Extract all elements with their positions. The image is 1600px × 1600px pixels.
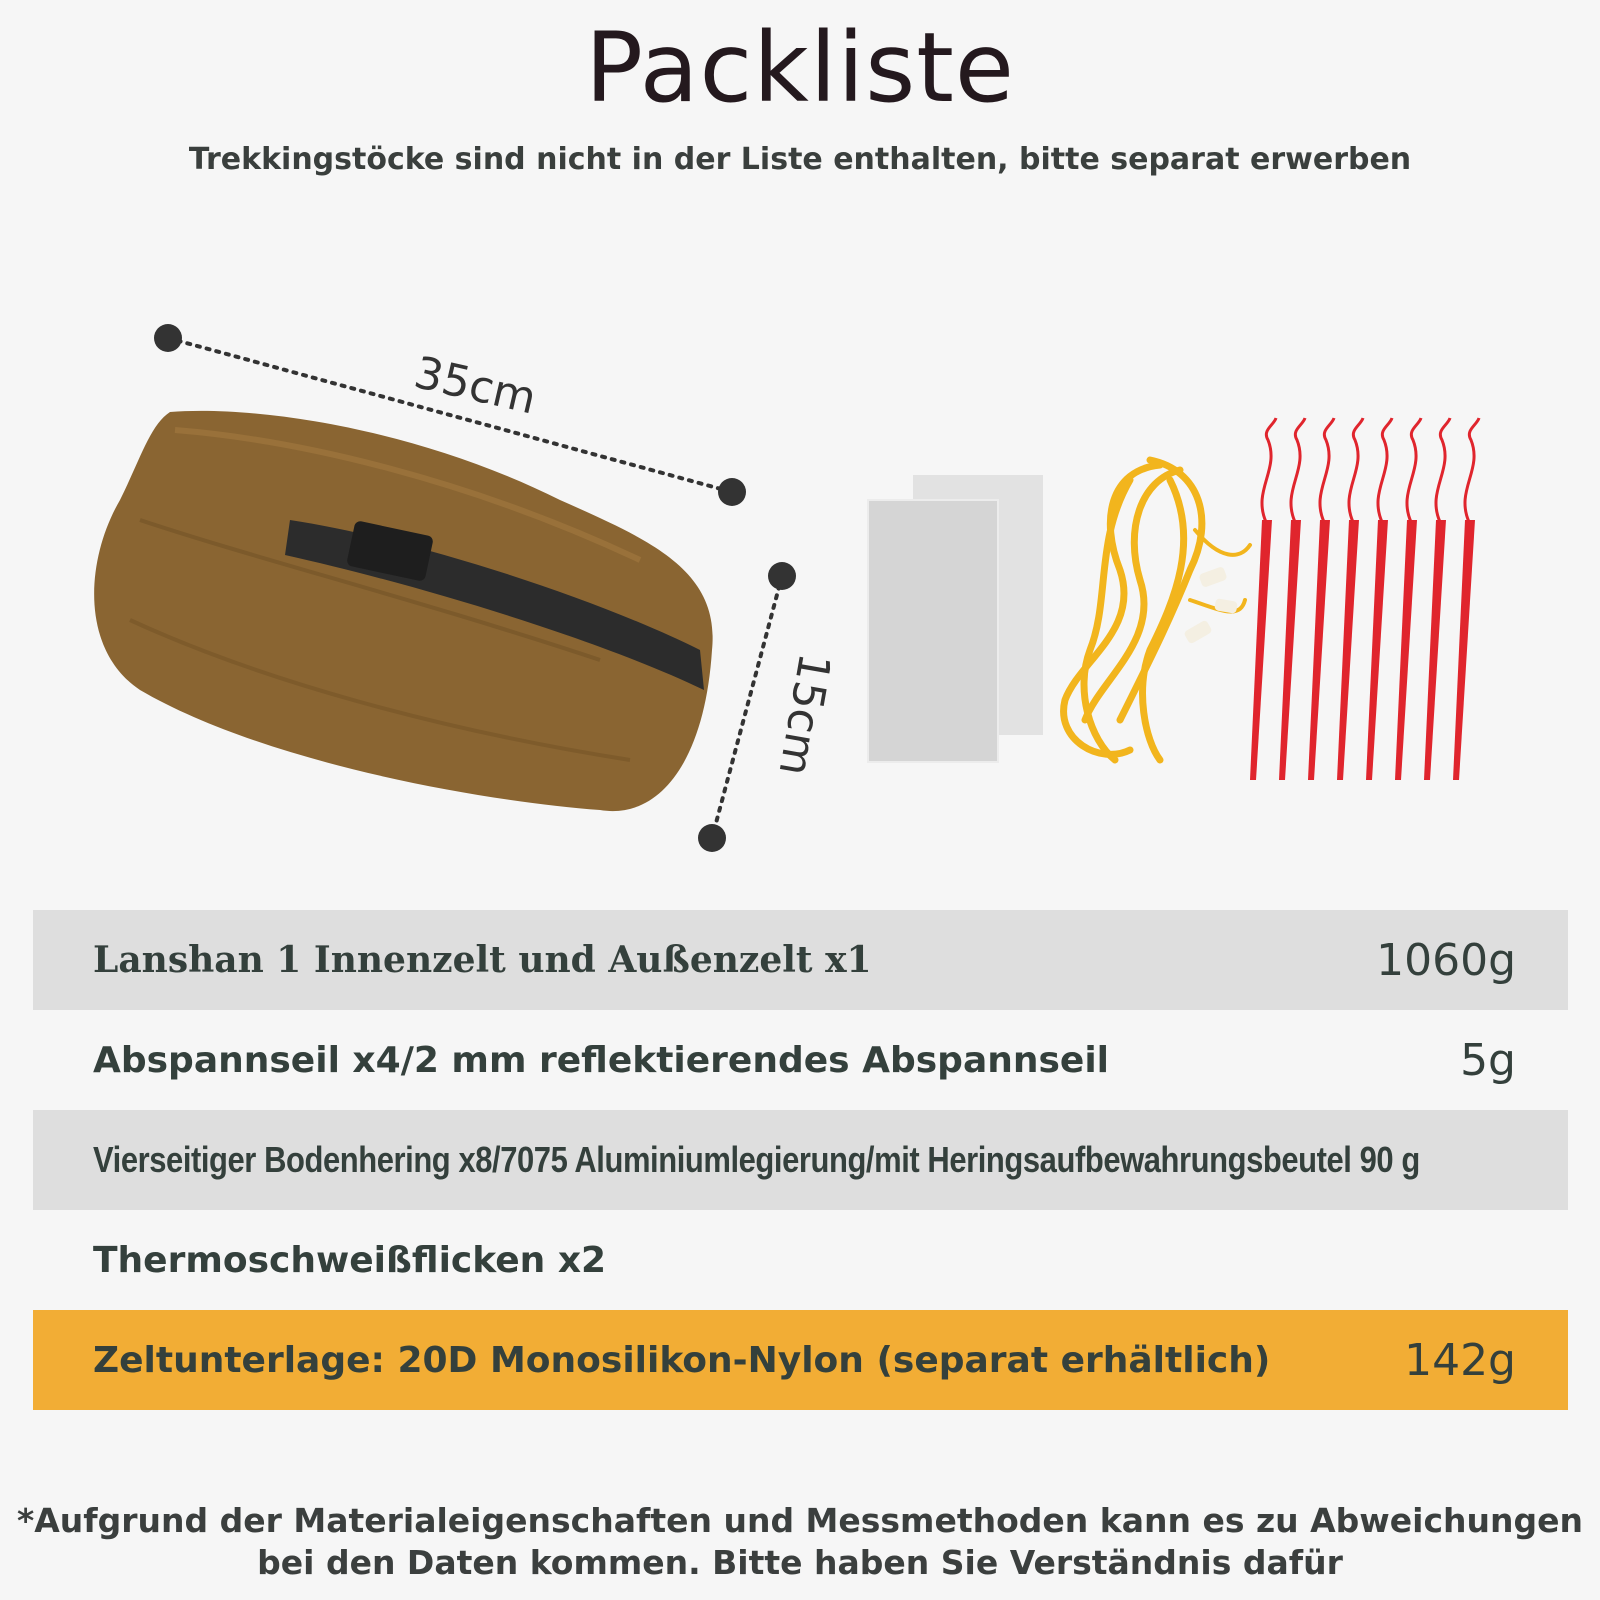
stake-cord (1320, 418, 1334, 522)
list-item (33, 1210, 1568, 1310)
stake-cord (1407, 418, 1421, 522)
item-name: Vierseitiger Bodenhering x8/7075 Aluminiumlegierung/mit Heringsaufbewahrungsbeutel 90 g (93, 1139, 1420, 1180)
item-weight: 142g (1404, 1334, 1516, 1386)
patches-image (868, 475, 1043, 762)
stake-cord (1465, 418, 1479, 522)
list-item-highlighted (33, 1310, 1568, 1410)
stake-cord (1349, 418, 1363, 522)
stake (1279, 520, 1301, 780)
stake (1453, 520, 1475, 780)
item-weight: 1060g (1376, 934, 1516, 986)
page-subtitle: Trekkingstöcke sind nicht in der Liste enthalten, bitte separat erwerben (188, 142, 1412, 177)
item-name: Abspannseil x4/2 mm reflektierendes Abspannseil (93, 1039, 1110, 1081)
stake (1395, 520, 1417, 780)
stake (1250, 520, 1272, 780)
page-title: Packliste (585, 12, 1015, 124)
product-illustration (0, 300, 1600, 890)
height-label: 15cm (768, 649, 841, 780)
stuff-sack-image (94, 411, 712, 811)
stake (1308, 520, 1330, 780)
list-item (33, 1110, 1568, 1210)
stakes-image (1250, 418, 1479, 780)
list-item (33, 1010, 1568, 1110)
stake-cord (1378, 418, 1392, 522)
stake (1424, 520, 1446, 780)
packing-list-table (33, 910, 1568, 1410)
stake (1337, 520, 1359, 780)
stake-cord (1291, 418, 1305, 522)
item-weight: 5g (1460, 1034, 1516, 1086)
stake-cord (1262, 418, 1276, 522)
item-name: Thermoschweißflicken x2 (93, 1239, 607, 1281)
list-item (33, 910, 1568, 1010)
stake (1366, 520, 1388, 780)
item-name: Zeltunterlage: 20D Monosilikon-Nylon (separat erhältlich) (93, 1339, 1271, 1381)
item-name: Lanshan 1 Innenzelt und Außenzelt x1 (93, 939, 872, 981)
footnote-line-2: bei den Daten kommen. Bitte haben Sie Verständnis dafür (257, 1543, 1343, 1582)
footnote (0, 1500, 1600, 1584)
footnote-line-1: *Aufgrund der Materialeigenschaften und Messmethoden kann es zu Abweichungen (16, 1501, 1584, 1540)
length-label: 35cm (409, 347, 541, 425)
height-dimension (698, 562, 840, 852)
stake-cord (1436, 418, 1450, 522)
